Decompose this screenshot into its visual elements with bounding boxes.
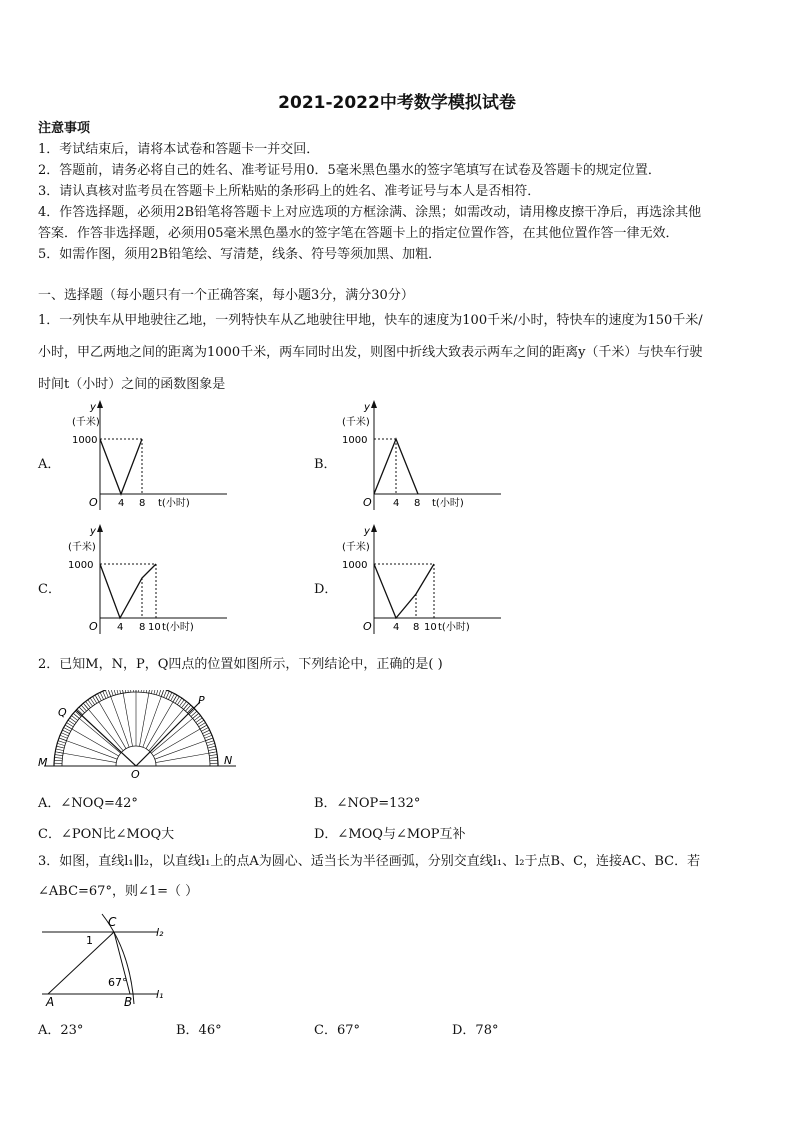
protractor-tick bbox=[204, 733, 211, 736]
q3-option-b: B．46° bbox=[176, 1023, 222, 1038]
y-unit-label: (千米) bbox=[68, 542, 96, 553]
note-item: 5．如需作图，须用2B铅笔绘、写清楚，线条、符号等须加黑、加粗． bbox=[38, 247, 442, 262]
protractor-tick bbox=[149, 690, 150, 693]
protractor-tick bbox=[168, 692, 172, 699]
protractor-tick bbox=[57, 743, 65, 745]
protractor-tick bbox=[164, 690, 167, 697]
protractor-tick bbox=[208, 746, 216, 748]
point-c-label: C bbox=[108, 915, 117, 929]
t4-label: 4 bbox=[393, 498, 400, 509]
y-axis-label: y bbox=[364, 526, 370, 537]
protractor-tick bbox=[203, 730, 210, 734]
graph-a bbox=[62, 398, 232, 516]
protractor-tick bbox=[122, 690, 123, 693]
protractor-tick bbox=[210, 760, 218, 761]
protractor-tick bbox=[58, 741, 66, 743]
graph-d-line bbox=[374, 564, 434, 618]
graph-a-line bbox=[100, 439, 142, 494]
q2-option-a: A．∠NOQ=42° bbox=[38, 796, 138, 811]
origin-label: O bbox=[363, 496, 372, 509]
protractor-tick bbox=[100, 692, 104, 699]
protractor-tick bbox=[125, 690, 126, 693]
y-1000-label: 1000 bbox=[342, 435, 368, 446]
q3-stem-line: 3．如图，直线l₁∥l₂，以直线l₁上的点A为圆心、适当长为半径画弧，分别交直线l₁、l₂于点B、C，连接AC、BC．若 bbox=[38, 854, 701, 869]
note-item: 2．答题前，请务必将自己的姓名、准考证号用0．5毫米黑色墨水的签字笔填写在试卷及答题卡的规定位置． bbox=[38, 163, 661, 178]
angle-67-label: 67° bbox=[108, 976, 128, 989]
q3-option-c: C．67° bbox=[314, 1023, 360, 1038]
protractor-tick bbox=[54, 757, 62, 758]
y-1000-label: 1000 bbox=[72, 435, 98, 446]
q2-option-d: D．∠MOQ与∠MOP互补 bbox=[314, 827, 466, 842]
protractor-tick bbox=[59, 738, 67, 741]
q3-figure bbox=[38, 910, 178, 1008]
q2-option-c: C．∠PON比∠MOQ大 bbox=[38, 827, 175, 842]
protractor-tick bbox=[171, 694, 175, 701]
graph-d bbox=[336, 522, 506, 640]
protractor-tick bbox=[159, 690, 161, 696]
point-q-label: Q bbox=[58, 706, 67, 719]
point-p-label: P bbox=[198, 694, 205, 707]
protractor-tick bbox=[119, 690, 121, 694]
graph-c bbox=[62, 522, 232, 640]
angle-1-label: 1 bbox=[86, 934, 93, 947]
protractor-tick bbox=[55, 752, 63, 753]
protractor-tick bbox=[64, 728, 71, 732]
protractor-ray bbox=[109, 691, 130, 747]
note-item: 4．作答选择题，必须用2B铅笔将答题卡上对应选项的方框涂满、涂黑；如需改动，请用橡皮擦干净后，再选涂其他 bbox=[38, 205, 702, 220]
point-a-label: A bbox=[46, 995, 55, 1008]
protractor-ray bbox=[96, 697, 126, 749]
q3-option-d: D．78° bbox=[452, 1023, 499, 1038]
y-1000-label: 1000 bbox=[342, 560, 368, 571]
graph-c-line bbox=[100, 564, 156, 618]
protractor-tick bbox=[111, 690, 113, 696]
protractor-tick bbox=[54, 760, 62, 761]
point-n-label: N bbox=[224, 754, 233, 767]
protractor-tick bbox=[206, 738, 214, 741]
note-item: 1．考试结束后，请将本试卷和答题卡一并交回． bbox=[38, 142, 320, 157]
y-unit-label: (千米) bbox=[342, 417, 370, 428]
protractor-tick bbox=[56, 746, 64, 748]
t4-label: 4 bbox=[393, 622, 400, 633]
origin-label: O bbox=[89, 620, 98, 633]
t8-label: 8 bbox=[413, 622, 420, 633]
point-b-label: B bbox=[124, 995, 133, 1008]
protractor-tick bbox=[146, 690, 147, 693]
point-o-label: O bbox=[131, 768, 140, 780]
line-l2-label: l₂ bbox=[156, 926, 164, 939]
t10-label: 10 bbox=[148, 622, 161, 633]
note-item: 答案．作答非选择题，必须用05毫米黑色墨水的签字笔在答题卡上的指定位置作答，在其他位置作答一律无效． bbox=[38, 226, 679, 241]
t-axis-label: t(小时) bbox=[438, 622, 470, 633]
protractor-tick bbox=[209, 752, 217, 753]
protractor-tick bbox=[166, 691, 169, 698]
t8-label: 8 bbox=[139, 622, 146, 633]
protractor-tick bbox=[161, 690, 164, 696]
protractor-tick bbox=[56, 749, 64, 751]
t10-label: 10 bbox=[424, 622, 437, 633]
protractor-tick bbox=[151, 690, 153, 694]
protractor-tick bbox=[113, 690, 115, 695]
y-unit-label: (千米) bbox=[342, 542, 370, 553]
protractor-tick bbox=[103, 691, 106, 698]
q3-option-a: A．23° bbox=[38, 1023, 84, 1038]
origin-label: O bbox=[89, 496, 98, 509]
point-m-label: M bbox=[38, 756, 48, 769]
protractor-ray bbox=[61, 739, 117, 760]
protractor-tick bbox=[206, 741, 214, 743]
protractor-tick bbox=[210, 757, 218, 758]
notes-heading: 注意事项 bbox=[38, 121, 91, 136]
q1-option-a-label: A． bbox=[38, 457, 61, 472]
protractor-ray bbox=[143, 691, 164, 747]
line-l1-label: l₁ bbox=[156, 988, 164, 1001]
y-unit-label: (千米) bbox=[72, 417, 100, 428]
t-axis-label: t(小时) bbox=[432, 498, 464, 509]
protractor-figure bbox=[38, 690, 238, 780]
y-axis-label: y bbox=[90, 526, 96, 537]
q1-option-b-label: B． bbox=[314, 457, 337, 472]
protractor-tick bbox=[209, 755, 217, 756]
q2-option-b: B．∠NOP=132° bbox=[314, 796, 421, 811]
protractor-tick bbox=[116, 690, 118, 694]
q3-stem-line: ∠ABC=67°，则∠1=（ ） bbox=[38, 884, 199, 899]
page-title: 2021-2022中考数学模拟试卷 bbox=[278, 93, 516, 113]
y-axis-label: y bbox=[364, 402, 370, 413]
protractor-tick bbox=[55, 755, 63, 756]
t4-label: 4 bbox=[117, 622, 124, 633]
t4-label: 4 bbox=[118, 498, 125, 509]
t-axis-label: t(小时) bbox=[158, 498, 190, 509]
q1-stem-line: 1．一列快车从甲地驶往乙地，一列特快车从乙地驶往甲地，快车的速度为100千米/小时，特快车的速度为150千米/ bbox=[38, 313, 703, 328]
t8-label: 8 bbox=[414, 498, 421, 509]
protractor-tick bbox=[98, 694, 102, 701]
protractor-tick bbox=[205, 735, 212, 738]
graph-b bbox=[336, 398, 506, 516]
q1-stem-line: 小时，甲乙两地之间的距离为1000千米，两车同时出发，则图中折线大致表示两车之间的距离y（千米）与快车行驶 bbox=[38, 345, 703, 360]
origin-label: O bbox=[363, 620, 372, 633]
protractor-ray bbox=[139, 690, 149, 746]
note-item: 3．请认真核对监考员在答题卡上所粘贴的条形码上的姓名、准考证号与本人是否相符． bbox=[38, 184, 541, 199]
q1-option-c-label: C． bbox=[38, 582, 61, 597]
protractor-tick bbox=[154, 690, 156, 694]
protractor-tick bbox=[62, 730, 69, 734]
protractor-tick bbox=[207, 743, 215, 745]
q1-option-d-label: D． bbox=[314, 582, 338, 597]
t8-label: 8 bbox=[139, 498, 146, 509]
protractor-tick bbox=[60, 735, 67, 738]
section-heading: 一、选择题（每小题只有一个正确答案，每小题3分，满分30分） bbox=[38, 288, 414, 303]
protractor-tick bbox=[201, 728, 208, 732]
protractor-ray bbox=[155, 739, 211, 760]
protractor-tick bbox=[108, 690, 111, 696]
q2-stem: 2．已知M，N，P，Q四点的位置如图所示，下列结论中，正确的是( ) bbox=[38, 657, 443, 672]
protractor-ray bbox=[57, 752, 116, 762]
protractor-tick bbox=[156, 690, 158, 695]
q1-stem-line: 时间t（小时）之间的函数图象是 bbox=[38, 377, 226, 392]
protractor-ray bbox=[67, 726, 119, 756]
t-axis-label: t(小时) bbox=[162, 622, 194, 633]
protractor-tick bbox=[61, 733, 68, 736]
y-axis-label: y bbox=[90, 402, 96, 413]
protractor-tick bbox=[105, 690, 108, 697]
protractor-ray bbox=[122, 690, 132, 746]
protractor-tick bbox=[208, 749, 216, 751]
y-1000-label: 1000 bbox=[68, 560, 94, 571]
protractor-ray bbox=[156, 752, 215, 762]
